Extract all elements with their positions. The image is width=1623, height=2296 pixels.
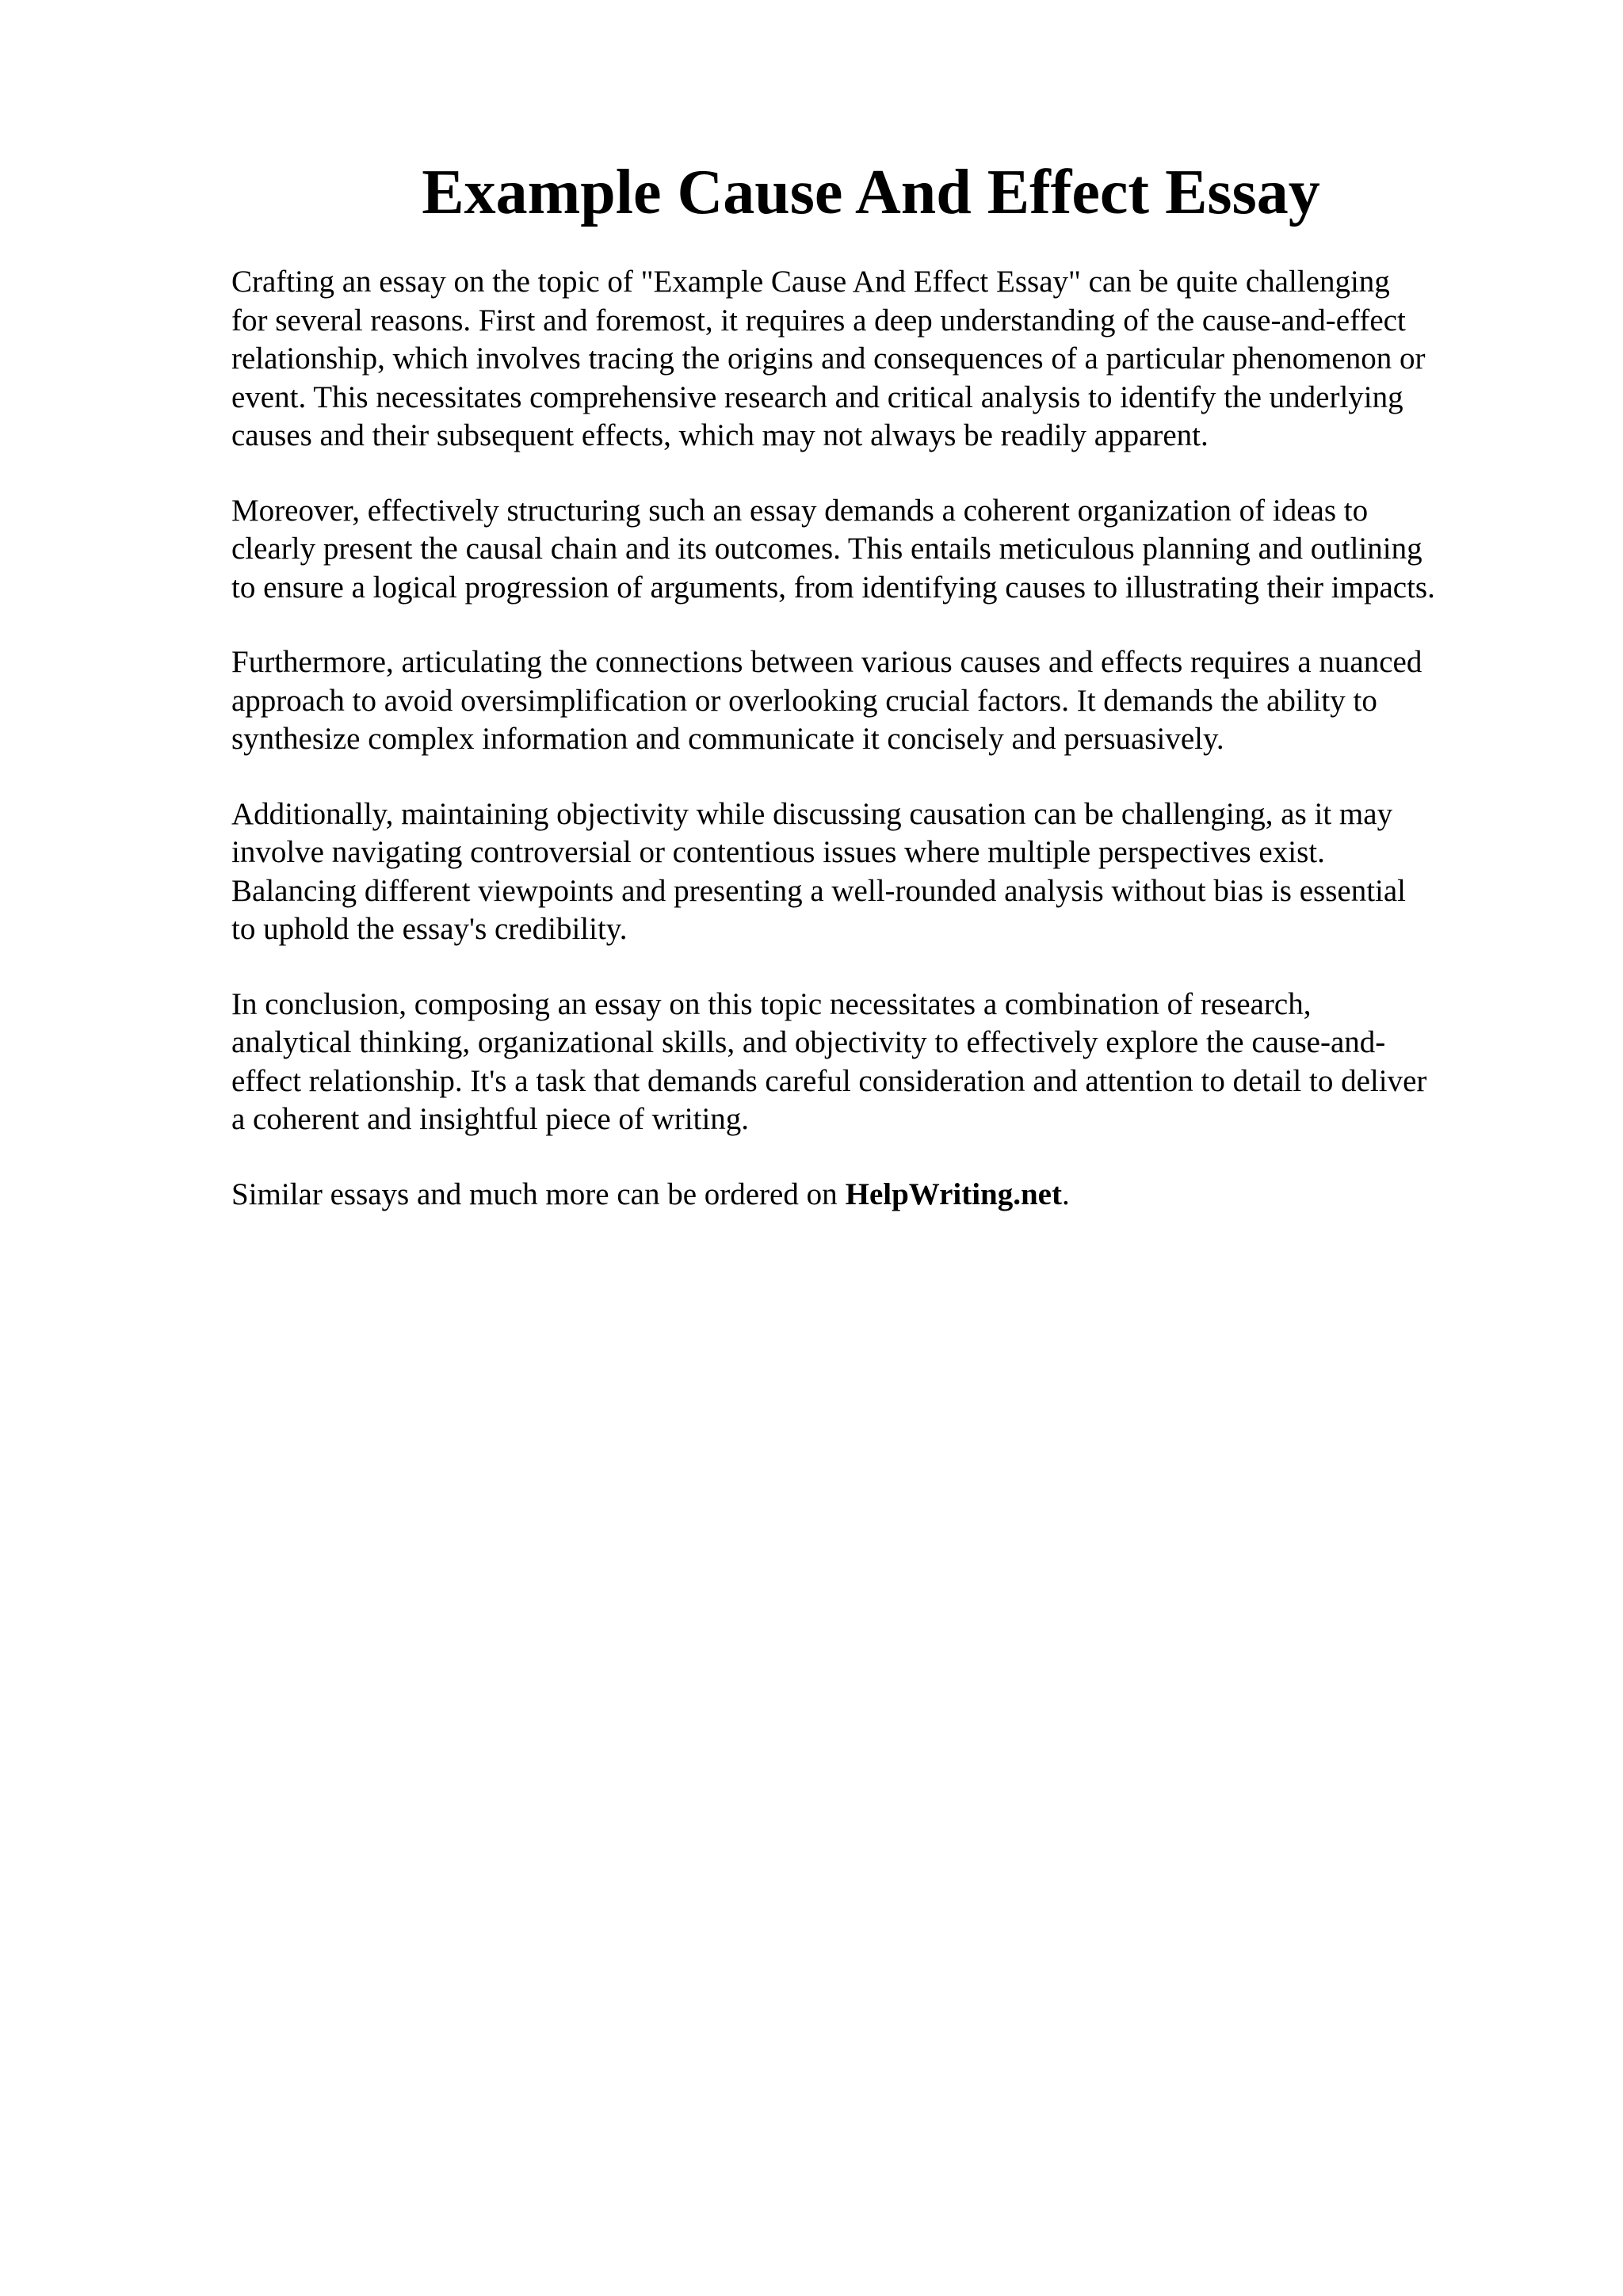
text-line: causes and their subsequent effects, which may not always be readily apparent.: [231, 418, 1209, 452]
document-body: [231, 263, 1523, 1214]
text-line: effect relationship. It's a task that demands careful consideration and attention to detail to deliver: [231, 1063, 1427, 1098]
text-line: Moreover, effectively structuring such an essay demands a coherent organization of ideas to: [231, 493, 1369, 528]
paragraph-structure: [231, 492, 1523, 608]
text-line: relationship, which involves tracing the origins and consequences of a particular phenomenon or: [231, 341, 1426, 376]
text-line: clearly present the causal chain and its outcomes. This entails meticulous planning and outlining: [231, 532, 1423, 566]
text-line: In conclusion, composing an essay on this topic necessitates a combination of research,: [231, 986, 1312, 1021]
text-line: to ensure a logical progression of arguments, from identifying causes to illustrating their impacts.: [231, 570, 1435, 605]
text-line: for several reasons. First and foremost, it requires a deep understanding of the cause-and-effect: [231, 303, 1406, 338]
brand-link[interactable]: HelpWriting.net: [845, 1177, 1062, 1211]
text-line: involve navigating controversial or contentious issues where multiple perspectives exist.: [231, 835, 1325, 869]
text-line: Crafting an essay on the topic of "Example Cause And Effect Essay" can be quite challenging: [231, 265, 1390, 299]
text-line: synthesize complex information and communicate it concisely and persuasively.: [231, 722, 1224, 756]
paragraph-connections: [231, 643, 1523, 759]
text-line: to uphold the essay's credibility.: [231, 912, 628, 946]
text-line: Additionally, maintaining objectivity while discussing causation can be challenging, as it may: [231, 796, 1393, 831]
text-line: analytical thinking, organizational skills, and objectivity to effectively explore the cause-and-: [231, 1025, 1386, 1059]
document-title: Example Cause And Effect Essay: [422, 158, 1320, 227]
text-line: approach to avoid oversimplification or overlooking crucial factors. It demands the ability to: [231, 683, 1377, 718]
text-line: a coherent and insightful piece of writing.: [231, 1102, 750, 1136]
closing-line: [231, 1176, 1523, 1215]
closing-prefix: Similar essays and much more can be ordered on: [231, 1177, 838, 1211]
paragraph-conclusion: [231, 986, 1523, 1139]
paragraph-intro: [231, 263, 1523, 456]
text-line: Balancing different viewpoints and presenting a well-rounded analysis without bias is essential: [231, 873, 1407, 908]
paragraph-objectivity: [231, 795, 1523, 949]
text-line: Furthermore, articulating the connections between various causes and effects requires a nuanced: [231, 645, 1423, 679]
closing-suffix: .: [1061, 1177, 1070, 1211]
text-line: event. This necessitates comprehensive research and critical analysis to identify the underlying: [231, 379, 1403, 414]
